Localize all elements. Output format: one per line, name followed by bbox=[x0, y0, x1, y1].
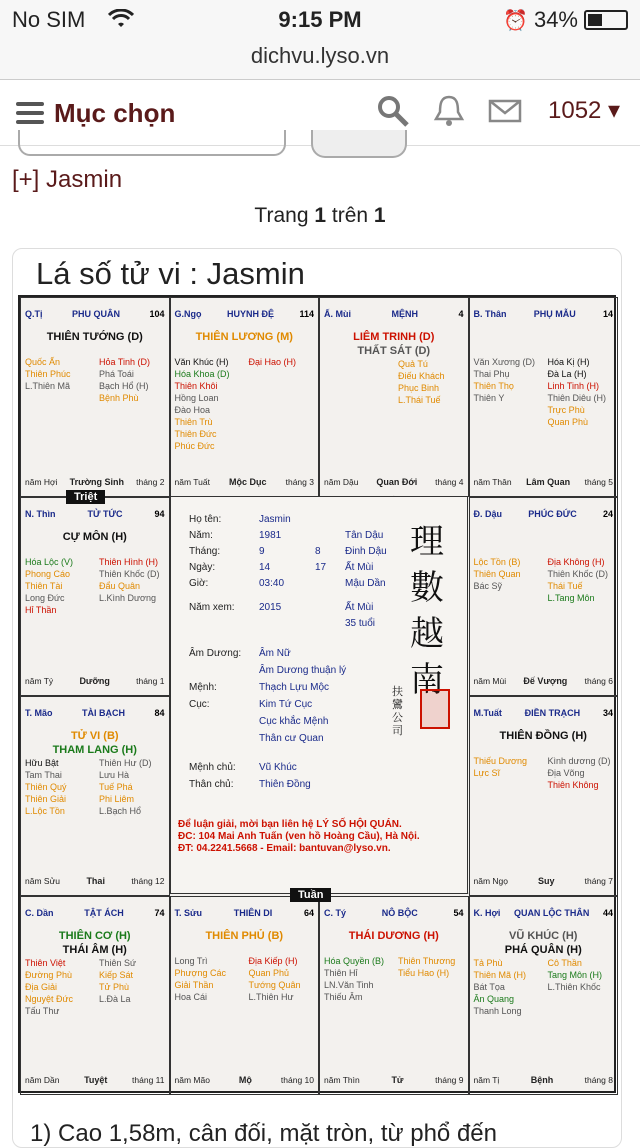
palace-stage: Bệnh bbox=[530, 1075, 554, 1085]
info-value bbox=[259, 617, 315, 631]
minor-star: Hồng Loan bbox=[174, 393, 219, 403]
minor-star: Văn Khúc (H) bbox=[174, 357, 229, 367]
minor-star: Thiếu Dương bbox=[473, 756, 527, 766]
palace-cell bbox=[469, 896, 619, 1096]
mail-icon[interactable] bbox=[488, 94, 522, 128]
minor-star: Thiên Y bbox=[473, 393, 505, 403]
minor-star: Đường Phù bbox=[25, 969, 72, 980]
palace-month: tháng 4 bbox=[435, 476, 464, 487]
minor-star: Thiên Trù bbox=[174, 417, 213, 427]
palace-cell bbox=[170, 896, 320, 1096]
minor-star: Đào Hoa bbox=[174, 405, 211, 415]
palace-house: PHỤ MẪU bbox=[533, 309, 576, 319]
palace-house: ĐIỀN TRẠCH bbox=[524, 708, 581, 718]
info-value-canchi: 35 tuổi bbox=[345, 618, 376, 629]
info-value-lunar bbox=[315, 617, 345, 631]
minor-star: Hóa Kị (H) bbox=[547, 357, 590, 367]
triet-tag: Triệt bbox=[66, 490, 105, 504]
palace-year: năm Sửu bbox=[25, 875, 60, 886]
palace-stage: Đế Vượng bbox=[523, 676, 568, 686]
minor-star: Thiên Tài bbox=[25, 580, 63, 591]
palace-year: năm Dần bbox=[25, 1075, 60, 1085]
palace-number: 114 bbox=[299, 309, 314, 319]
palace-number: 4 bbox=[458, 309, 464, 319]
info-value: Thiên Đồng bbox=[259, 779, 311, 790]
major-star: CỰ MÔN (H) bbox=[62, 530, 127, 543]
pagination: Trang 1 trên 1 bbox=[254, 204, 386, 227]
clock: 9:15 PM bbox=[278, 7, 362, 32]
major-star: TỬ VI (B) bbox=[70, 730, 119, 742]
palace-stage: Tuyệt bbox=[84, 1075, 108, 1085]
info-label bbox=[189, 732, 259, 746]
palace-month: tháng 11 bbox=[132, 1075, 165, 1085]
major-star: THÁI DƯƠNG (H) bbox=[348, 929, 439, 942]
minor-star: Thiên Mã (H) bbox=[473, 969, 527, 980]
minor-star: Thanh Long bbox=[473, 1005, 522, 1016]
minor-star: Tang Môn (H) bbox=[547, 969, 603, 980]
minor-star: Hóa Lộc (V) bbox=[25, 556, 74, 567]
status-bar bbox=[0, 0, 640, 40]
minor-star: Nguyệt Đức bbox=[25, 993, 74, 1004]
palace-year: năm Tị bbox=[473, 1075, 500, 1085]
minor-star: Địa Giải bbox=[25, 981, 58, 992]
info-value: Vũ Khúc bbox=[259, 762, 297, 773]
minor-star: Quan Phủ bbox=[248, 967, 290, 978]
palace-year: năm Tuất bbox=[174, 476, 210, 487]
info-value: Jasmin bbox=[259, 514, 291, 525]
major-star: THÁI ÂM (H) bbox=[62, 943, 127, 956]
battery-icon bbox=[584, 10, 628, 30]
minor-star: Bạch Hổ (H) bbox=[99, 381, 149, 391]
minor-star: Linh Tinh (H) bbox=[547, 381, 600, 391]
major-star: THIÊN LƯƠNG (M) bbox=[195, 331, 293, 343]
palace-cell bbox=[20, 497, 170, 697]
minor-star: Giải Thần bbox=[174, 979, 214, 990]
minor-star: Kiếp Sát bbox=[99, 969, 134, 980]
minor-star: Bát Tọa bbox=[473, 981, 505, 992]
result-link-jasmin[interactable]: [+] Jasmin bbox=[12, 166, 123, 193]
palace-number: 54 bbox=[453, 907, 464, 918]
palace-stage: Mộ bbox=[238, 1075, 252, 1085]
minor-star: Tướng Quân bbox=[248, 979, 301, 990]
info-value-lunar bbox=[315, 513, 345, 527]
minor-star: Thiếu Âm bbox=[324, 991, 363, 1002]
palace-house: TẬT ÁCH bbox=[84, 907, 124, 918]
info-label: Mệnh: bbox=[189, 682, 217, 693]
palace-stage: Thai bbox=[86, 875, 105, 886]
palace-month: tháng 1 bbox=[136, 676, 165, 686]
palace-cell bbox=[20, 297, 170, 497]
minor-star: Lực Sĩ bbox=[473, 768, 501, 778]
minor-star: Thiên Sứ bbox=[99, 957, 137, 968]
palace-house: TỬ TỨC bbox=[87, 508, 123, 519]
palace-house: NÔ BỘC bbox=[381, 907, 418, 918]
minor-star: L.Bạch Hổ bbox=[99, 806, 142, 816]
minor-star: Thiên Phúc bbox=[25, 369, 71, 379]
info-label bbox=[189, 715, 259, 729]
minor-star: Đại Hao (H) bbox=[248, 357, 297, 367]
info-value-lunar bbox=[315, 529, 345, 543]
minor-star: Phúc Đức bbox=[174, 441, 215, 451]
minor-star: Tấu Thư bbox=[25, 1005, 60, 1016]
minor-star: Cô Thần bbox=[547, 957, 582, 968]
major-star: THẤT SÁT (D) bbox=[357, 345, 431, 357]
battery-percent: 34% bbox=[533, 7, 578, 32]
minor-star: L.Tang Môn bbox=[547, 592, 595, 603]
minor-star: Bác Sỹ bbox=[473, 580, 503, 591]
palace-house: TÀI BẠCH bbox=[82, 708, 125, 718]
info-label: Giờ: bbox=[189, 578, 209, 589]
minor-star: Hỏa Tinh (D) bbox=[99, 357, 151, 367]
palace-branch: G.Ngọ bbox=[174, 309, 202, 319]
search-icon[interactable] bbox=[376, 94, 410, 128]
info-label: Ngày: bbox=[189, 562, 216, 573]
palace-stage: Tử bbox=[391, 1075, 404, 1085]
palace-month: tháng 5 bbox=[584, 476, 613, 487]
info-label: Năm xem: bbox=[189, 602, 235, 613]
info-value: Kim Tứ Cục bbox=[259, 699, 313, 710]
info-label bbox=[189, 664, 259, 678]
palace-number: 84 bbox=[154, 708, 165, 718]
minor-star: Lộc Tồn (B) bbox=[473, 556, 521, 567]
palace-year: năm Dậu bbox=[324, 476, 359, 487]
minor-star: Tử Phù bbox=[99, 981, 130, 992]
minor-star: Long Trì bbox=[174, 955, 208, 966]
minor-star: Bệnh Phù bbox=[99, 393, 139, 403]
palace-month: tháng 8 bbox=[584, 1075, 613, 1085]
calligraphy-text: 理數越南 bbox=[410, 522, 444, 700]
minor-star: Phượng Các bbox=[174, 967, 226, 978]
minor-star: Hóa Quyền (B) bbox=[324, 955, 385, 966]
minor-star: Địa Võng bbox=[547, 768, 585, 778]
minor-star: Văn Xương (D) bbox=[473, 357, 535, 367]
minor-star: Thiên Diêu (H) bbox=[547, 393, 607, 403]
info-value-lunar: 17 bbox=[315, 562, 327, 573]
info-value: 9 bbox=[259, 546, 265, 557]
minor-star: Quả Tú bbox=[398, 359, 428, 369]
minor-star: Thiên Quan bbox=[473, 568, 521, 579]
minor-star: Đà La (H) bbox=[547, 369, 587, 379]
major-star: LIÊM TRINH (D) bbox=[353, 331, 435, 343]
minor-star: Thiên Hình (H) bbox=[99, 556, 159, 567]
info-label: Thân chủ: bbox=[189, 779, 234, 790]
minor-star: Thiên Quý bbox=[25, 782, 67, 792]
coin-balance-dropdown[interactable]: 1052 ▾ bbox=[548, 97, 621, 124]
minor-star: Thiên Hư (D) bbox=[99, 758, 152, 768]
major-star: THIÊN CƠ (H) bbox=[58, 929, 131, 942]
minor-star: L.Lộc Tồn bbox=[25, 806, 65, 816]
palace-cell bbox=[20, 696, 170, 896]
seal-text: 扶鸞公司 bbox=[392, 685, 403, 737]
search-input[interactable] bbox=[18, 130, 286, 156]
minor-star: Kình dương (D) bbox=[547, 756, 611, 766]
palace-month: tháng 10 bbox=[280, 1075, 314, 1085]
palace-number: 14 bbox=[602, 309, 613, 319]
info-value: 2015 bbox=[259, 602, 282, 613]
palace-cell bbox=[170, 297, 320, 497]
palace-month: tháng 9 bbox=[435, 1075, 464, 1085]
alarm-icon: ⏰ bbox=[503, 9, 528, 32]
info-label: Họ tên: bbox=[189, 514, 222, 525]
palace-branch: C. Dần bbox=[25, 907, 54, 918]
palace-branch: N. Thìn bbox=[25, 508, 56, 519]
info-value: Cục khắc Mệnh bbox=[259, 716, 329, 727]
info-value: 1981 bbox=[259, 530, 282, 541]
info-value-canchi: Ất Mùi bbox=[345, 562, 374, 573]
info-label: Năm: bbox=[189, 530, 213, 541]
info-label: Âm Dương: bbox=[189, 648, 242, 659]
palace-number: 44 bbox=[602, 907, 613, 918]
minor-star: Thiên Khôi bbox=[174, 381, 218, 391]
palace-number: 64 bbox=[303, 907, 314, 918]
major-star: THIÊN ĐỒNG (H) bbox=[499, 730, 587, 742]
info-value-canchi: Ất Mùi bbox=[345, 602, 374, 613]
major-star: PHÁ QUÂN (H) bbox=[504, 943, 582, 956]
minor-star: L.Đà La bbox=[99, 993, 131, 1004]
minor-star: L.Thiên Khốc bbox=[547, 981, 601, 992]
info-value: Thạch Lựu Mộc bbox=[259, 682, 330, 693]
palace-number: 34 bbox=[602, 708, 613, 718]
minor-star: Địa Kiếp (H) bbox=[248, 955, 298, 966]
minor-star: L.Thiên Mã bbox=[25, 381, 71, 391]
palace-year: năm Hợi bbox=[25, 476, 58, 487]
info-value-lunar bbox=[315, 601, 345, 615]
info-value: Thân cư Quan bbox=[259, 733, 324, 744]
palace-cell bbox=[469, 497, 619, 697]
palace-year: năm Thìn bbox=[324, 1075, 360, 1085]
red-seal-icon bbox=[420, 689, 450, 729]
palace-year: năm Ngọ bbox=[473, 875, 508, 886]
info-label: Tháng: bbox=[189, 546, 221, 557]
minor-star: Thiên Thương bbox=[398, 955, 456, 966]
info-label: Mệnh chủ: bbox=[189, 762, 236, 773]
info-value: 14 bbox=[259, 562, 271, 573]
minor-star: Quan Phù bbox=[547, 417, 589, 427]
minor-star: Thái Tuế bbox=[547, 580, 583, 591]
palace-year: năm Thân bbox=[473, 476, 512, 487]
palace-year: năm Mão bbox=[174, 1075, 210, 1085]
minor-star: Tam Thai bbox=[25, 770, 62, 780]
palace-branch: Đ. Dậu bbox=[473, 508, 503, 519]
palace-cell bbox=[469, 297, 619, 497]
major-star: THIÊN TƯỚNG (D) bbox=[46, 331, 143, 343]
info-value: Âm Dương thuận lý bbox=[259, 665, 347, 676]
minor-star: Hữu Bật bbox=[25, 758, 59, 768]
info-value: 03:40 bbox=[259, 578, 285, 589]
palace-cell bbox=[469, 696, 619, 896]
chart-title: Lá số tử vi : Jasmin bbox=[36, 256, 305, 291]
palace-number: 24 bbox=[602, 508, 613, 519]
info-value-canchi: Đinh Dậu bbox=[345, 546, 387, 557]
palace-month: tháng 3 bbox=[285, 476, 314, 487]
palace-stage: Dưỡng bbox=[79, 676, 110, 686]
bell-icon[interactable] bbox=[432, 94, 466, 128]
palace-stage: Suy bbox=[538, 875, 555, 886]
menu-icon[interactable] bbox=[16, 102, 44, 124]
palace-stage: Mộc Dục bbox=[229, 476, 267, 487]
palace-month: tháng 6 bbox=[584, 676, 613, 686]
minor-star: Đẩu Quân bbox=[99, 580, 141, 591]
minor-star: Trực Phù bbox=[547, 405, 585, 415]
palace-branch: Ấ. Mùi bbox=[324, 309, 351, 319]
minor-star: Thiên Việt bbox=[25, 957, 66, 968]
palace-house: HUYNH ĐỆ bbox=[226, 309, 274, 319]
palace-number: 94 bbox=[154, 508, 165, 519]
palace-year: năm Tý bbox=[25, 676, 54, 686]
minor-star: Phi Liêm bbox=[99, 794, 135, 804]
minor-star: Thiên Thọ bbox=[473, 381, 514, 391]
palace-house: THIÊN DI bbox=[233, 907, 273, 918]
info-value-canchi: Tân Dậu bbox=[345, 530, 384, 541]
minor-star: Ân Quang bbox=[473, 993, 515, 1004]
horoscope-chart bbox=[18, 295, 616, 1093]
carrier-label: No SIM bbox=[12, 7, 86, 32]
minor-star: Hoa Cái bbox=[174, 991, 208, 1002]
minor-star: L.Thái Tuế bbox=[398, 395, 441, 405]
info-label bbox=[189, 617, 259, 631]
search-button[interactable] bbox=[311, 130, 407, 158]
tuan-tag: Tuần bbox=[290, 888, 331, 902]
palace-year: năm Mùi bbox=[473, 676, 507, 686]
palace-stage: Quan Đới bbox=[376, 476, 418, 487]
minor-star: Thai Phụ bbox=[473, 369, 510, 379]
palace-house: PHU QUÂN bbox=[71, 309, 120, 319]
minor-star: Phá Toái bbox=[99, 369, 134, 379]
major-star: VŨ KHÚC (H) bbox=[509, 929, 578, 942]
minor-star: Hóa Khoa (D) bbox=[174, 369, 230, 379]
palace-house: MỆNH bbox=[391, 309, 418, 319]
contact-info: Để luận giải, mời bạn liên hệ LÝ SỐ HỘI QUÁN. ĐC: 104 Mai Anh Tuấn (ven hồ Hoàng Cầu), Hà Nội. ĐT: 04.2241.5668 - Email: bantuvan@lyso.vn. bbox=[178, 819, 420, 854]
minor-star: Thiên Giải bbox=[25, 794, 67, 804]
palace-branch: M.Tuất bbox=[473, 708, 502, 718]
palace-month: tháng 2 bbox=[136, 476, 165, 487]
major-star: THAM LANG (H) bbox=[52, 744, 137, 756]
minor-star: Quốc Ấn bbox=[25, 357, 61, 367]
reading-text: 1) Cao 1,58m, cân đối, mặt tròn, từ phổ đến bbox=[30, 1120, 497, 1147]
palace-cell bbox=[319, 297, 469, 497]
palace-house: PHÚC ĐỨC bbox=[528, 508, 577, 519]
palace-branch: T. Sửu bbox=[174, 907, 203, 918]
info-value: Âm Nữ bbox=[259, 648, 291, 659]
palace-number: 104 bbox=[149, 309, 165, 319]
menu-title[interactable]: Mục chọn bbox=[54, 98, 176, 128]
palace-cell bbox=[20, 896, 170, 1096]
minor-star: Tả Phù bbox=[473, 957, 503, 968]
info-value-lunar bbox=[315, 577, 345, 591]
address-bar[interactable]: dichvu.lyso.vn bbox=[0, 40, 640, 80]
palace-cell bbox=[319, 896, 469, 1096]
minor-star: L.Thiên Hư bbox=[248, 991, 294, 1002]
major-star: THIÊN PHỦ (B) bbox=[205, 929, 284, 942]
palace-month: tháng 12 bbox=[131, 875, 165, 886]
info-value-canchi: Mậu Dần bbox=[345, 578, 386, 589]
minor-star: Tiểu Hao (H) bbox=[398, 967, 450, 978]
minor-star: Điếu Khách bbox=[398, 371, 445, 381]
info-value-lunar: 8 bbox=[315, 546, 321, 557]
minor-star: Thiên Đức bbox=[174, 429, 217, 439]
palace-number: 74 bbox=[154, 907, 165, 918]
minor-star: Phong Cáo bbox=[25, 568, 71, 579]
palace-month: tháng 7 bbox=[584, 875, 613, 886]
palace-branch: T. Mão bbox=[25, 708, 53, 718]
minor-star: Địa Không (H) bbox=[547, 556, 605, 567]
minor-star: Thiên Khốc (D) bbox=[547, 568, 609, 579]
minor-star: Thiên Khốc (D) bbox=[99, 568, 160, 579]
palace-branch: Q.Tị bbox=[25, 309, 43, 319]
minor-star: Long Đức bbox=[25, 592, 65, 603]
minor-star: Lưu Hà bbox=[99, 770, 130, 780]
palace-branch: B. Thân bbox=[473, 309, 507, 319]
minor-star: Thiên Không bbox=[547, 780, 599, 790]
minor-star: Hỉ Thần bbox=[25, 604, 57, 615]
minor-star: Tuế Phá bbox=[99, 782, 133, 792]
palace-branch: C. Tý bbox=[324, 907, 347, 918]
palace-stage: Lâm Quan bbox=[526, 476, 571, 487]
info-label: Cục: bbox=[189, 699, 210, 710]
palace-house: QUAN LỘC THÂN bbox=[513, 907, 590, 918]
minor-star: L.Kình Dương bbox=[99, 592, 156, 603]
minor-star: LN.Văn Tinh bbox=[324, 979, 374, 990]
minor-star: Phục Binh bbox=[398, 383, 440, 393]
minor-star: Thiên Hỉ bbox=[324, 967, 358, 978]
palace-branch: K. Hợi bbox=[473, 907, 501, 918]
palace-stage: Trường Sinh bbox=[69, 476, 125, 487]
